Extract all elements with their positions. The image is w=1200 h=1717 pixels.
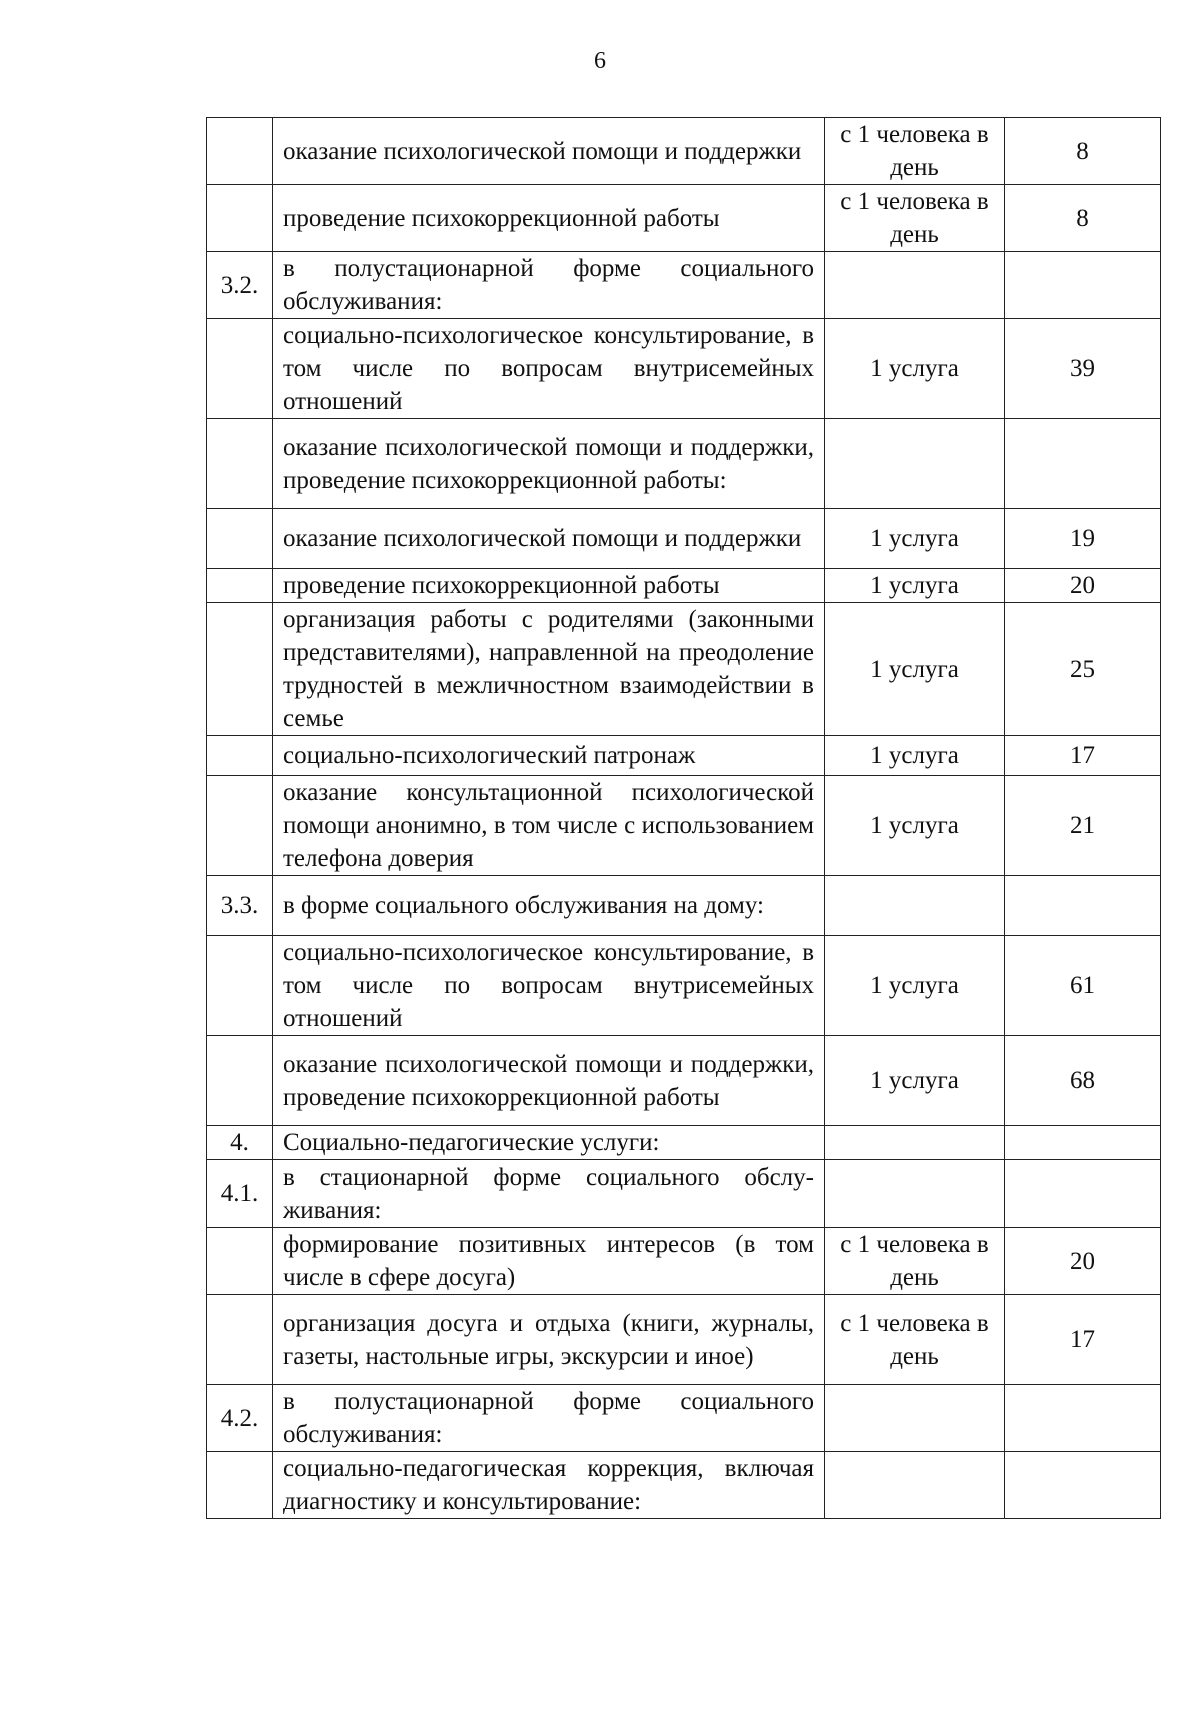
quantity-cell: 39: [1005, 319, 1161, 419]
unit-cell: 1 услуга: [825, 569, 1005, 603]
unit-cell: с 1 человека в день: [825, 185, 1005, 252]
row-number-cell: [207, 509, 273, 569]
quantity-cell: [1005, 1452, 1161, 1519]
table-row: [207, 509, 1161, 569]
table-row: [207, 876, 1161, 936]
unit-cell: [825, 252, 1005, 319]
unit-cell: с 1 человека в день: [825, 1228, 1005, 1295]
unit-cell: [825, 419, 1005, 509]
page-number: 6: [594, 48, 606, 74]
service-name-cell: социально-психологическое консультирование, в том числе по вопросам внутрисемейных отношений: [273, 319, 825, 419]
quantity-cell: 61: [1005, 936, 1161, 1036]
service-name-cell: проведение психокоррекционной работы: [273, 185, 825, 252]
service-name-cell: социально-психологическое консультирование, в том числе по вопросам внутрисемейных отношений: [273, 936, 825, 1036]
table-row: [207, 569, 1161, 603]
service-name-cell: социально-психологический патронаж: [273, 736, 825, 776]
quantity-cell: 21: [1005, 776, 1161, 876]
row-number-cell: [207, 1036, 273, 1126]
unit-cell: [825, 1126, 1005, 1160]
service-name-cell: в полустационарной форме социального обслуживания:: [273, 252, 825, 319]
unit-cell: [825, 1452, 1005, 1519]
quantity-cell: 8: [1005, 118, 1161, 185]
quantity-cell: 25: [1005, 603, 1161, 736]
unit-cell: с 1 человека в день: [825, 1295, 1005, 1385]
unit-cell: 1 услуга: [825, 603, 1005, 736]
row-number-cell: [207, 118, 273, 185]
row-number-cell: 3.2.: [207, 252, 273, 319]
table-row: [207, 1160, 1161, 1228]
quantity-cell: 19: [1005, 509, 1161, 569]
table-row: [207, 1385, 1161, 1452]
table-row: [207, 319, 1161, 419]
table-row: [207, 1295, 1161, 1385]
table-row: [207, 736, 1161, 776]
service-name-cell: Социально-педагогические услуги:: [273, 1126, 825, 1160]
quantity-cell: [1005, 1126, 1161, 1160]
table-row: [207, 776, 1161, 876]
quantity-cell: 17: [1005, 1295, 1161, 1385]
row-number-cell: [207, 1295, 273, 1385]
table-row: [207, 1452, 1161, 1519]
row-number-cell: 3.3.: [207, 876, 273, 936]
table-row: [207, 1036, 1161, 1126]
service-name-cell: оказание психологической помощи и поддержки, проведение психокоррекционной работы: [273, 1036, 825, 1126]
row-number-cell: [207, 185, 273, 252]
quantity-cell: [1005, 1385, 1161, 1452]
service-name-cell: формирование позитивных интересов (в том числе в сфере досуга): [273, 1228, 825, 1295]
service-name-cell: организация досуга и отдыха (книги, журналы, газеты, настольные игры, экскурсии и иное): [273, 1295, 825, 1385]
services-table: [206, 117, 1161, 1519]
service-name-cell: оказание психологической помощи и поддержки, проведение психокоррекционной работы:: [273, 419, 825, 509]
row-number-cell: [207, 736, 273, 776]
row-number-cell: [207, 603, 273, 736]
service-name-cell: социально-педагогическая коррекция, включая диагностику и консультирование:: [273, 1452, 825, 1519]
quantity-cell: 20: [1005, 1228, 1161, 1295]
quantity-cell: [1005, 876, 1161, 936]
table-row: [207, 1228, 1161, 1295]
row-number-cell: [207, 569, 273, 603]
table-row: [207, 603, 1161, 736]
row-number-cell: 4.1.: [207, 1160, 273, 1228]
unit-cell: [825, 1160, 1005, 1228]
row-number-cell: [207, 419, 273, 509]
row-number-cell: 4.: [207, 1126, 273, 1160]
service-name-cell: оказание психологической помощи и поддержки: [273, 509, 825, 569]
quantity-cell: [1005, 1160, 1161, 1228]
row-number-cell: [207, 776, 273, 876]
quantity-cell: [1005, 252, 1161, 319]
unit-cell: 1 услуга: [825, 509, 1005, 569]
service-name-cell: проведение психокоррекционной работы: [273, 569, 825, 603]
unit-cell: 1 услуга: [825, 776, 1005, 876]
services-table-body: [207, 118, 1161, 1519]
table-row: [207, 419, 1161, 509]
quantity-cell: [1005, 419, 1161, 509]
quantity-cell: 20: [1005, 569, 1161, 603]
service-name-cell: организация работы с родителями (законными представителями), направленной на преодоление трудностей в межличностном взаимодействии в семье: [273, 603, 825, 736]
quantity-cell: 8: [1005, 185, 1161, 252]
unit-cell: 1 услуга: [825, 736, 1005, 776]
service-name-cell: в полустационарной форме социального обслуживания:: [273, 1385, 825, 1452]
service-name-cell: оказание психологической помощи и поддержки: [273, 118, 825, 185]
table-row: [207, 252, 1161, 319]
unit-cell: 1 услуга: [825, 1036, 1005, 1126]
unit-cell: 1 услуга: [825, 936, 1005, 1036]
unit-cell: 1 услуга: [825, 319, 1005, 419]
service-name-cell: в стационарной форме социального обслуживания:: [273, 1160, 825, 1228]
unit-cell: с 1 человека в день: [825, 118, 1005, 185]
service-name-cell: оказание консультационной психологической помощи анонимно, в том числе с использованием телефона доверия: [273, 776, 825, 876]
service-name-cell: в форме социального обслуживания на дому:: [273, 876, 825, 936]
quantity-cell: 17: [1005, 736, 1161, 776]
table-row: [207, 936, 1161, 1036]
row-number-cell: [207, 1452, 273, 1519]
row-number-cell: 4.2.: [207, 1385, 273, 1452]
quantity-cell: 68: [1005, 1036, 1161, 1126]
unit-cell: [825, 876, 1005, 936]
row-number-cell: [207, 1228, 273, 1295]
row-number-cell: [207, 319, 273, 419]
table-row: [207, 1126, 1161, 1160]
unit-cell: [825, 1385, 1005, 1452]
table-row: [207, 185, 1161, 252]
row-number-cell: [207, 936, 273, 1036]
table-row: [207, 118, 1161, 185]
